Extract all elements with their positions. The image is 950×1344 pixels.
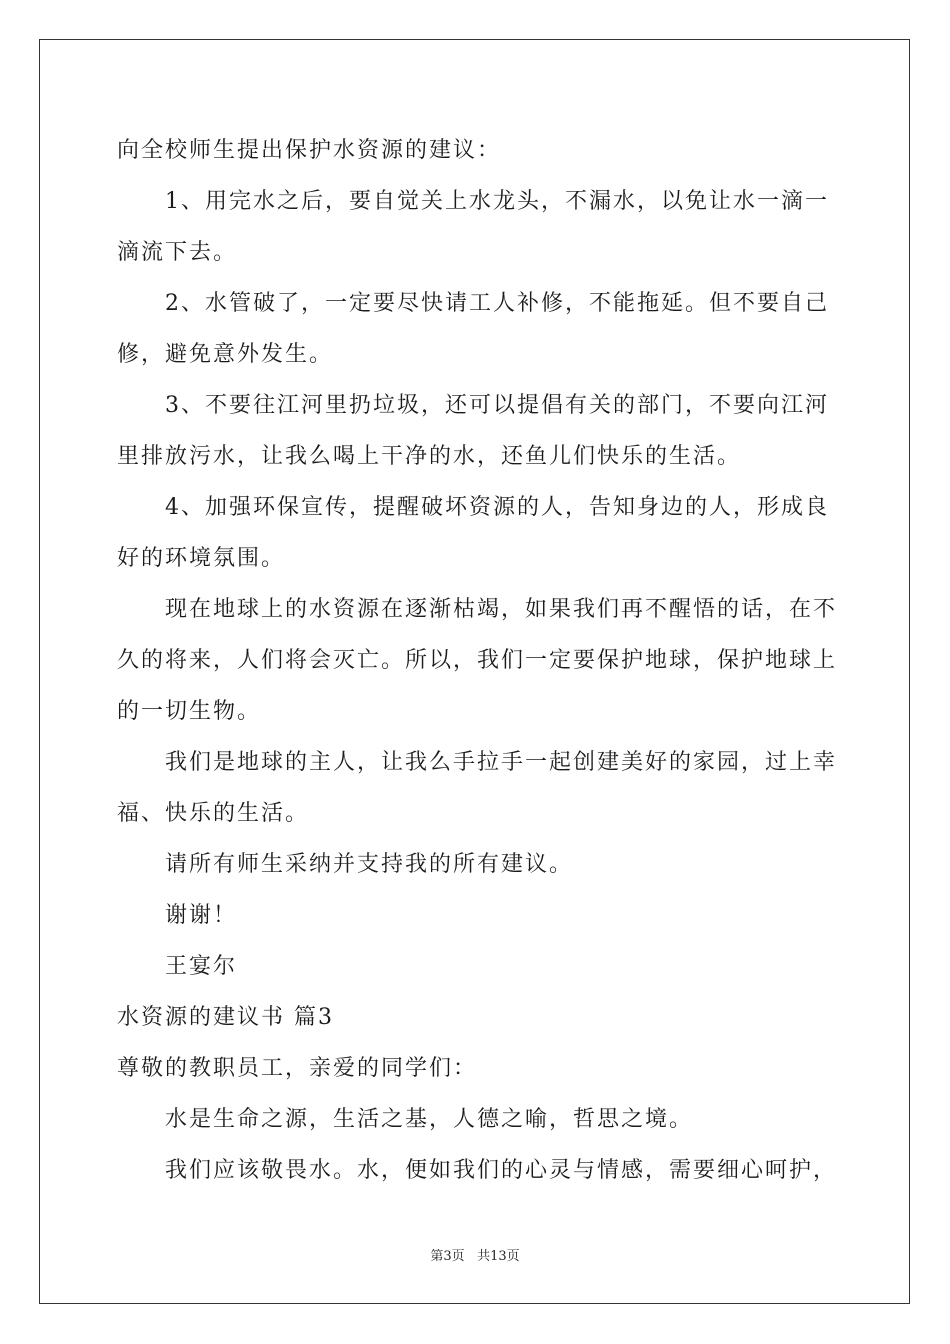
text-line: 向全校师生提出保护水资源的建议：	[117, 138, 502, 163]
text-line: 谢谢！	[165, 903, 238, 928]
text-line: 的一切生物。	[117, 699, 262, 724]
text-line: 我们是地球的主人，让我么手拉手一起创建美好的家园，过上幸	[165, 750, 837, 775]
text-line: 水是生命之源，生活之基，人德之喻，哲思之境。	[165, 1107, 694, 1132]
text-line: 好的环境氛围。	[117, 546, 286, 571]
text-line: 我们应该敬畏水。水，便如我们的心灵与情感，需要细心呵护，	[165, 1158, 837, 1183]
page-total: 共13页	[477, 1249, 520, 1264]
text-line: 福、快乐的生活。	[117, 801, 310, 826]
text-line: 久的将来，人们将会灭亡。所以，我们一定要保护地球，保护地球上	[117, 648, 837, 673]
text-line: 王宴尔	[165, 954, 238, 979]
text-line: 修，避免意外发生。	[117, 342, 334, 367]
page-number: 第3页	[430, 1249, 465, 1264]
text-line: 现在地球上的水资源在逐渐枯竭，如果我们再不醒悟的话，在不	[165, 597, 837, 622]
text-line: 尊敬的教职员工，亲爱的同学们：	[117, 1056, 478, 1081]
text-line: 4、加强环保宣传，提醒破坏资源的人，告知身边的人，形成良	[165, 495, 829, 520]
text-line: 2、水管破了，一定要尽快请工人补修，不能拖延。但不要自己	[165, 291, 829, 316]
document-body	[117, 125, 837, 1196]
text-line: 滴流下去。	[117, 240, 238, 265]
text-line: 请所有师生采纳并支持我的所有建议。	[165, 852, 574, 877]
text-line: 3、不要往江河里扔垃圾，还可以提倡有关的部门，不要向江河	[165, 393, 829, 418]
page-footer	[0, 1245, 950, 1264]
text-line: 水资源的建议书 篇3	[117, 1005, 334, 1030]
text-line: 里排放污水，让我么喝上干净的水，还鱼儿们快乐的生活。	[117, 444, 742, 469]
text-line: 1、用完水之后，要自觉关上水龙头，不漏水，以免让水一滴一	[165, 189, 829, 214]
